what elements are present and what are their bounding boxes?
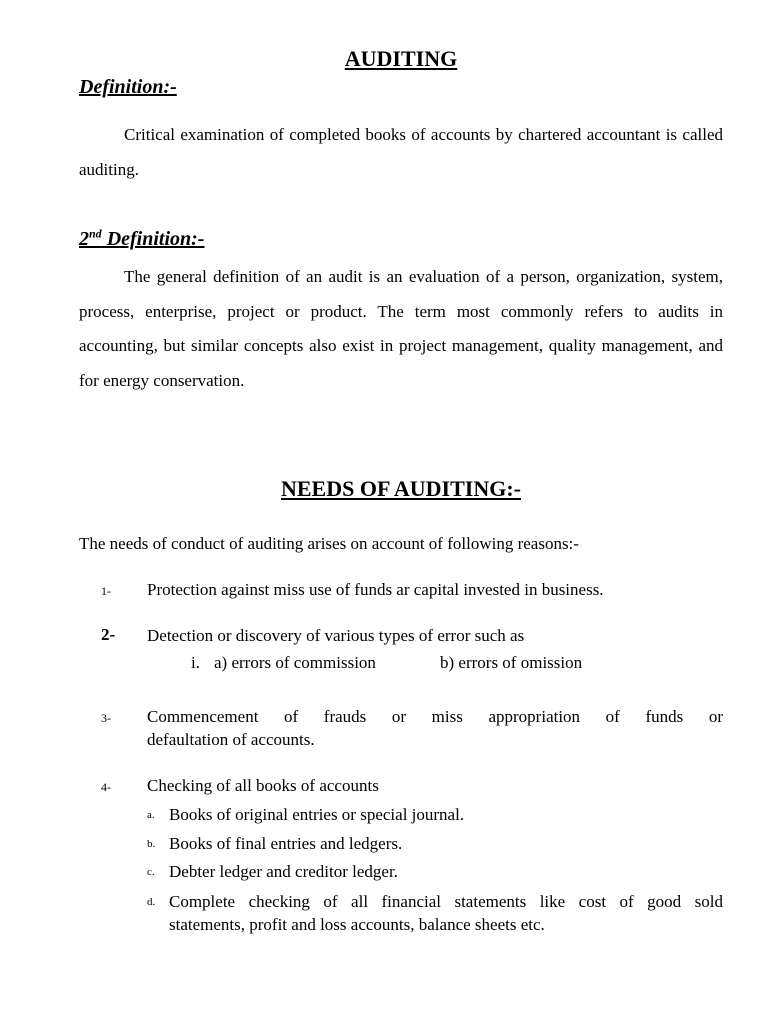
- sublist-option-b: b) errors of omission: [440, 653, 583, 672]
- sublist-text: [169, 890, 723, 936]
- definition-2-heading-text: Definition:-: [101, 228, 205, 250]
- sublist-text: Debter ledger and creditor ledger.: [169, 862, 398, 881]
- list-item-text: Protection against miss use of funds ar capital invested in business.: [147, 580, 604, 599]
- sublist-option-a: a) errors of commission: [214, 653, 376, 672]
- definition-2-heading: [79, 228, 204, 251]
- list-item-line: Commencement of frauds or miss appropriation of funds or: [147, 707, 723, 726]
- sublist-letter: c.: [147, 866, 155, 878]
- list-item-text: Checking of all books of accounts: [147, 776, 379, 795]
- list-number: 4-: [101, 780, 111, 794]
- sublist-text: Books of original entries or special journal.: [169, 805, 465, 824]
- needs-heading: NEEDS OF AUDITING:-: [281, 476, 521, 501]
- list-number: 1-: [101, 584, 111, 598]
- sublist-letter: a.: [147, 809, 155, 821]
- sublist-line: Complete checking of all financial statements like cost of good sold: [169, 892, 723, 911]
- sublist-number: i.: [191, 653, 200, 672]
- sublist-letter: d.: [147, 896, 156, 908]
- definition-2-ordinal-suffix: nd: [89, 226, 102, 241]
- definition-1-heading: Definition:-: [79, 76, 177, 98]
- definition-2-ordinal: 2: [79, 228, 89, 250]
- sublist-text: Books of final entries and ledgers.: [169, 834, 403, 853]
- sublist-line: statements, profit and loss accounts, balance sheets etc.: [169, 915, 545, 934]
- list-number: 3-: [101, 711, 111, 725]
- list-item-text: Detection or discovery of various types of error such as: [147, 626, 525, 645]
- list-item-line: defaultation of accounts.: [147, 730, 315, 749]
- sublist-letter: b.: [147, 838, 156, 850]
- needs-intro: The needs of conduct of auditing arises on account of following reasons:-: [79, 534, 579, 553]
- page-title: AUDITING: [344, 46, 458, 71]
- list-number: 2-: [101, 625, 116, 644]
- definition-2-text: The general definition of an audit is an evaluation of a person, organization, system, process, enterprise, project or product. The term most commonly refers to audits in accounting, but similar concepts also exist in project management, quality management, and for energy conservation.: [79, 267, 723, 391]
- list-item-text: [147, 705, 723, 751]
- definition-1-text: Critical examination of completed books of accounts by chartered accountant is called auditing.: [79, 125, 723, 179]
